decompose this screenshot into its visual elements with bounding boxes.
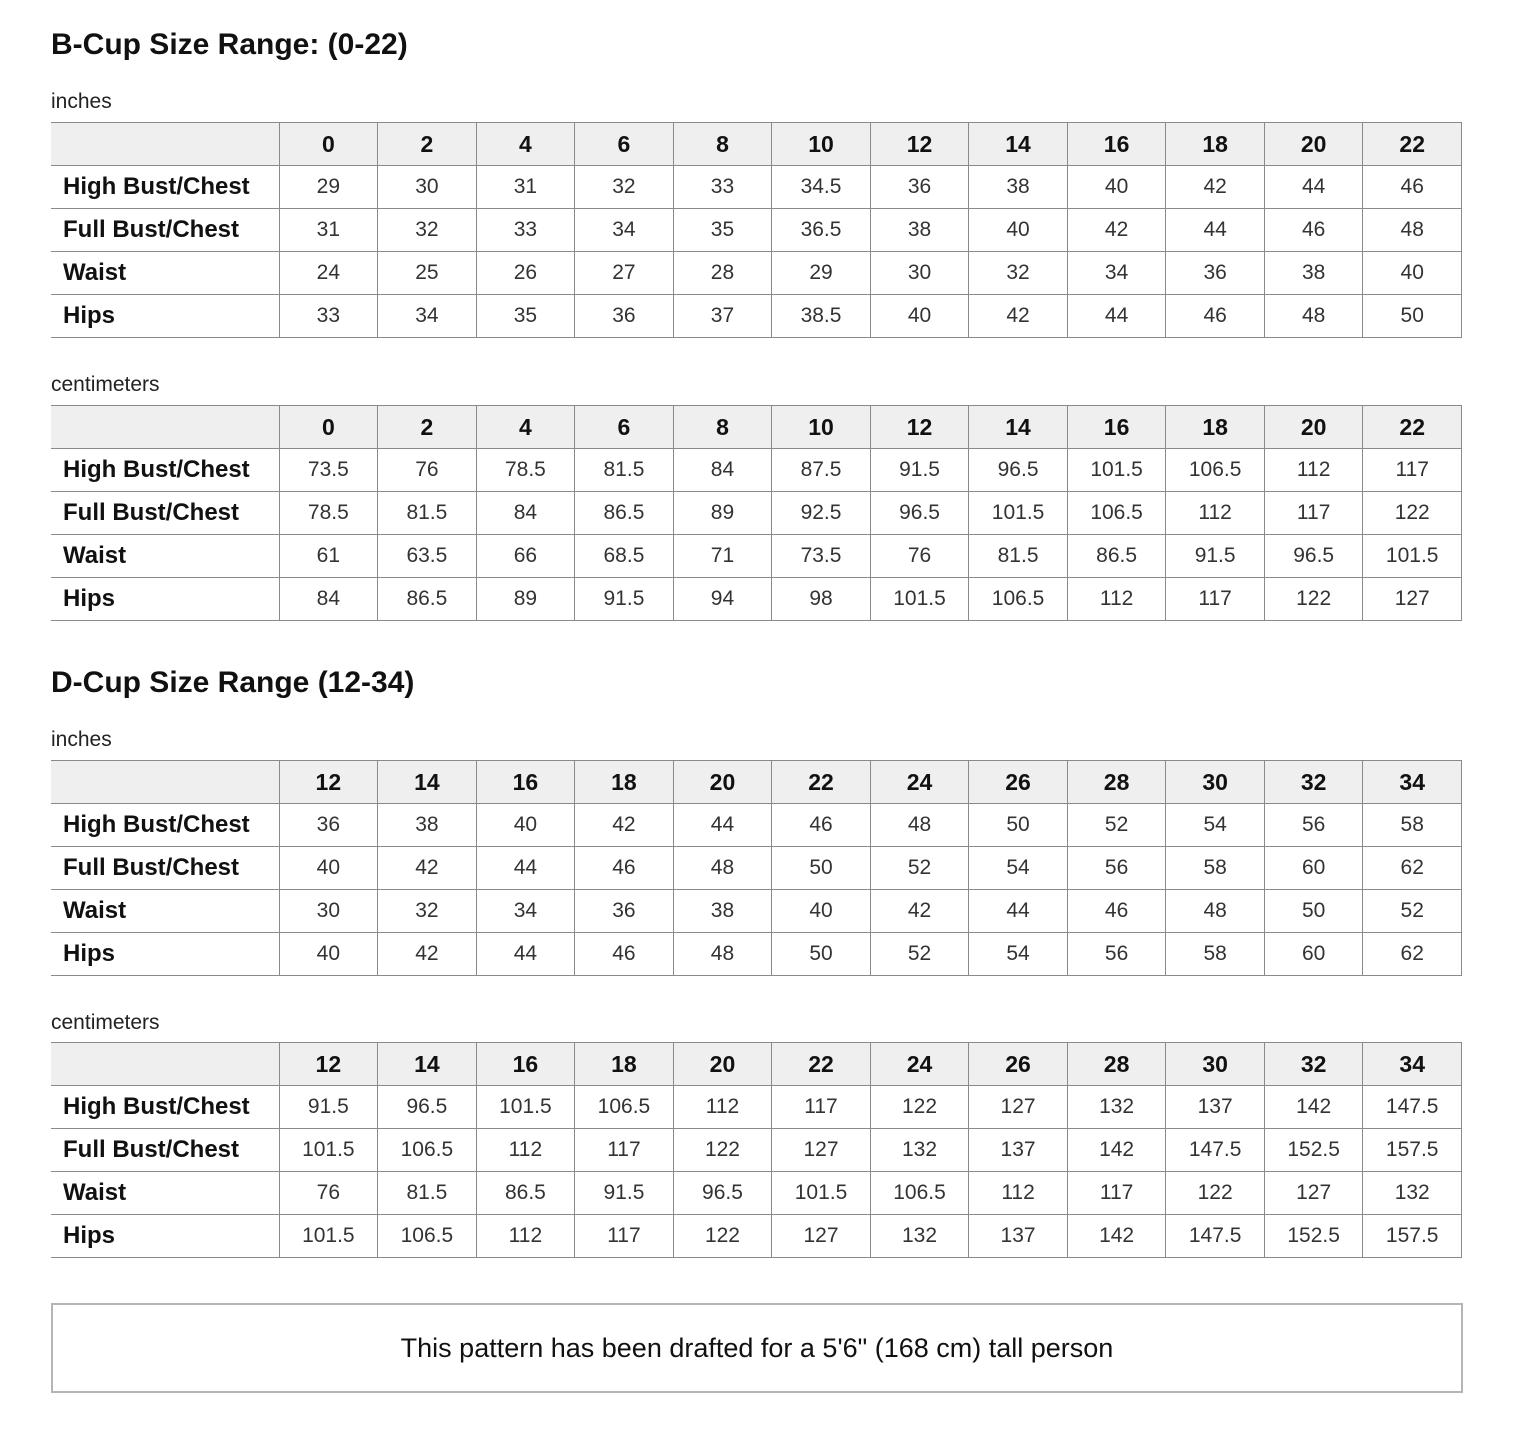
measurement-value: 91.5 xyxy=(1166,535,1265,578)
size-header: 16 xyxy=(1067,406,1166,449)
measurement-value: 127 xyxy=(1363,578,1462,621)
table-row xyxy=(51,804,1462,847)
size-header: 30 xyxy=(1166,1043,1265,1086)
measurement-value: 58 xyxy=(1363,804,1462,847)
measurement-value: 50 xyxy=(772,933,871,976)
measurement-value: 152.5 xyxy=(1264,1129,1363,1172)
measurement-label: Full Bust/Chest xyxy=(51,847,279,890)
measurement-label: Full Bust/Chest xyxy=(51,209,279,252)
measurement-value: 52 xyxy=(1067,804,1166,847)
measurement-value: 60 xyxy=(1264,933,1363,976)
measurement-value: 32 xyxy=(378,890,477,933)
measurement-value: 40 xyxy=(279,933,378,976)
measurement-value: 42 xyxy=(378,847,477,890)
measurement-label: Waist xyxy=(51,535,279,578)
measurement-value: 96.5 xyxy=(870,492,969,535)
measurement-value: 28 xyxy=(673,252,772,295)
d-cup-inches-label: inches xyxy=(51,728,112,751)
measurement-value: 81.5 xyxy=(969,535,1068,578)
measurement-value: 122 xyxy=(870,1086,969,1129)
measurement-value: 24 xyxy=(279,252,378,295)
size-header: 16 xyxy=(476,761,575,804)
measurement-value: 40 xyxy=(476,804,575,847)
measurement-value: 81.5 xyxy=(378,1172,477,1215)
size-header: 18 xyxy=(575,1043,674,1086)
size-header: 24 xyxy=(870,761,969,804)
measurement-value: 122 xyxy=(673,1215,772,1258)
measurement-value: 38 xyxy=(378,804,477,847)
measurement-value: 54 xyxy=(1166,804,1265,847)
height-note: This pattern has been drafted for a 5'6" (168 cm) tall person xyxy=(51,1303,1463,1393)
measurement-value: 73.5 xyxy=(772,535,871,578)
measurement-value: 42 xyxy=(575,804,674,847)
measurement-value: 46 xyxy=(575,847,674,890)
measurement-value: 101.5 xyxy=(772,1172,871,1215)
size-header-row xyxy=(51,123,1462,166)
measurement-value: 101.5 xyxy=(969,492,1068,535)
measurement-value: 96.5 xyxy=(1264,535,1363,578)
measurement-value: 52 xyxy=(870,933,969,976)
measurement-value: 147.5 xyxy=(1363,1086,1462,1129)
measurement-value: 76 xyxy=(279,1172,378,1215)
size-header: 30 xyxy=(1166,761,1265,804)
measurement-value: 106.5 xyxy=(378,1215,477,1258)
measurement-value: 91.5 xyxy=(575,578,674,621)
table-row xyxy=(51,535,1462,578)
measurement-value: 152.5 xyxy=(1264,1215,1363,1258)
measurement-value: 46 xyxy=(1067,890,1166,933)
measurement-value: 63.5 xyxy=(378,535,477,578)
measurement-value: 101.5 xyxy=(279,1215,378,1258)
measurement-value: 106.5 xyxy=(1067,492,1166,535)
size-header: 26 xyxy=(969,1043,1068,1086)
measurement-value: 92.5 xyxy=(772,492,871,535)
d-cup-title: D-Cup Size Range (12-34) xyxy=(51,666,415,699)
measurement-value: 33 xyxy=(279,295,378,338)
measurement-value: 44 xyxy=(1264,166,1363,209)
measurement-value: 91.5 xyxy=(575,1172,674,1215)
measurement-value: 81.5 xyxy=(575,449,674,492)
measurement-value: 44 xyxy=(1067,295,1166,338)
size-header: 22 xyxy=(1363,406,1462,449)
measurement-value: 54 xyxy=(969,933,1068,976)
size-header: 12 xyxy=(870,406,969,449)
measurement-value: 60 xyxy=(1264,847,1363,890)
table-row xyxy=(51,295,1462,338)
measurement-label: Waist xyxy=(51,890,279,933)
measurement-value: 112 xyxy=(1067,578,1166,621)
measurement-label: Waist xyxy=(51,252,279,295)
measurement-value: 54 xyxy=(969,847,1068,890)
measurement-value: 106.5 xyxy=(378,1129,477,1172)
size-header: 18 xyxy=(1166,406,1265,449)
measurement-label: Hips xyxy=(51,1215,279,1258)
measurement-value: 78.5 xyxy=(279,492,378,535)
measurement-value: 40 xyxy=(969,209,1068,252)
measurement-value: 52 xyxy=(870,847,969,890)
measurement-value: 106.5 xyxy=(870,1172,969,1215)
size-header: 14 xyxy=(378,1043,477,1086)
measurement-value: 33 xyxy=(673,166,772,209)
size-header: 34 xyxy=(1363,761,1462,804)
measurement-value: 48 xyxy=(673,933,772,976)
b-cup-inches-table xyxy=(51,122,1462,338)
measurement-value: 48 xyxy=(673,847,772,890)
measurement-value: 142 xyxy=(1067,1129,1166,1172)
measurement-value: 86.5 xyxy=(476,1172,575,1215)
table-row xyxy=(51,209,1462,252)
measurement-value: 81.5 xyxy=(378,492,477,535)
measurement-label: Full Bust/Chest xyxy=(51,1129,279,1172)
measurement-value: 42 xyxy=(1067,209,1166,252)
measurement-value: 91.5 xyxy=(279,1086,378,1129)
table-row xyxy=(51,492,1462,535)
size-header: 18 xyxy=(1166,123,1265,166)
measurement-value: 32 xyxy=(575,166,674,209)
measurement-value: 42 xyxy=(969,295,1068,338)
size-header: 20 xyxy=(673,1043,772,1086)
measurement-value: 36 xyxy=(575,295,674,338)
measurement-value: 50 xyxy=(772,847,871,890)
size-header-row xyxy=(51,1043,1462,1086)
table-row xyxy=(51,252,1462,295)
measurement-value: 44 xyxy=(673,804,772,847)
size-header: 2 xyxy=(378,406,477,449)
size-header: 10 xyxy=(772,123,871,166)
measurement-value: 36.5 xyxy=(772,209,871,252)
measurement-value: 68.5 xyxy=(575,535,674,578)
size-header: 12 xyxy=(279,1043,378,1086)
measurement-value: 106.5 xyxy=(969,578,1068,621)
table-row xyxy=(51,933,1462,976)
measurement-label: Hips xyxy=(51,295,279,338)
measurement-value: 91.5 xyxy=(870,449,969,492)
measurement-value: 61 xyxy=(279,535,378,578)
measurement-value: 36 xyxy=(575,890,674,933)
measurement-value: 31 xyxy=(476,166,575,209)
measurement-value: 38 xyxy=(673,890,772,933)
measurement-value: 38 xyxy=(969,166,1068,209)
size-header: 22 xyxy=(772,761,871,804)
measurement-value: 98 xyxy=(772,578,871,621)
measurement-value: 112 xyxy=(476,1129,575,1172)
size-header: 28 xyxy=(1067,761,1166,804)
measurement-value: 36 xyxy=(279,804,378,847)
measurement-value: 35 xyxy=(476,295,575,338)
table-row xyxy=(51,449,1462,492)
measurement-value: 26 xyxy=(476,252,575,295)
measurement-value: 46 xyxy=(1363,166,1462,209)
b-cup-inches-label: inches xyxy=(51,90,112,113)
measurement-value: 46 xyxy=(1264,209,1363,252)
measurement-value: 29 xyxy=(772,252,871,295)
measurement-value: 96.5 xyxy=(673,1172,772,1215)
measurement-value: 40 xyxy=(870,295,969,338)
measurement-value: 84 xyxy=(673,449,772,492)
measurement-value: 34 xyxy=(575,209,674,252)
measurement-value: 142 xyxy=(1264,1086,1363,1129)
measurement-value: 62 xyxy=(1363,933,1462,976)
measurement-value: 31 xyxy=(279,209,378,252)
measurement-value: 76 xyxy=(378,449,477,492)
measurement-value: 84 xyxy=(279,578,378,621)
measurement-value: 101.5 xyxy=(870,578,969,621)
d-cup-inches-table xyxy=(51,760,1462,976)
measurement-value: 86.5 xyxy=(378,578,477,621)
measurement-value: 86.5 xyxy=(1067,535,1166,578)
measurement-value: 40 xyxy=(1363,252,1462,295)
size-header: 2 xyxy=(378,123,477,166)
size-header: 18 xyxy=(575,761,674,804)
measurement-value: 101.5 xyxy=(476,1086,575,1129)
measurement-value: 96.5 xyxy=(969,449,1068,492)
size-header: 16 xyxy=(476,1043,575,1086)
measurement-value: 56 xyxy=(1067,933,1166,976)
header-corner-cell xyxy=(51,406,279,449)
header-corner-cell xyxy=(51,1043,279,1086)
measurement-value: 112 xyxy=(476,1215,575,1258)
measurement-label: High Bust/Chest xyxy=(51,449,279,492)
size-header: 20 xyxy=(1264,406,1363,449)
measurement-value: 34 xyxy=(476,890,575,933)
measurement-value: 46 xyxy=(575,933,674,976)
measurement-value: 73.5 xyxy=(279,449,378,492)
size-header: 32 xyxy=(1264,1043,1363,1086)
measurement-value: 44 xyxy=(476,847,575,890)
measurement-value: 42 xyxy=(378,933,477,976)
measurement-value: 44 xyxy=(1166,209,1265,252)
measurement-value: 101.5 xyxy=(1363,535,1462,578)
measurement-value: 38 xyxy=(1264,252,1363,295)
size-header: 0 xyxy=(279,406,378,449)
measurement-value: 112 xyxy=(1166,492,1265,535)
measurement-value: 33 xyxy=(476,209,575,252)
measurement-value: 117 xyxy=(1363,449,1462,492)
measurement-value: 112 xyxy=(673,1086,772,1129)
measurement-value: 142 xyxy=(1067,1215,1166,1258)
header-corner-cell xyxy=(51,123,279,166)
table-row xyxy=(51,847,1462,890)
measurement-value: 106.5 xyxy=(575,1086,674,1129)
measurement-value: 30 xyxy=(279,890,378,933)
measurement-value: 147.5 xyxy=(1166,1129,1265,1172)
measurement-value: 132 xyxy=(1067,1086,1166,1129)
measurement-value: 34.5 xyxy=(772,166,871,209)
measurement-value: 127 xyxy=(969,1086,1068,1129)
measurement-value: 48 xyxy=(1264,295,1363,338)
size-header: 16 xyxy=(1067,123,1166,166)
table-row xyxy=(51,166,1462,209)
size-header: 28 xyxy=(1067,1043,1166,1086)
size-header: 4 xyxy=(476,123,575,166)
measurement-value: 101.5 xyxy=(279,1129,378,1172)
measurement-value: 66 xyxy=(476,535,575,578)
measurement-value: 132 xyxy=(870,1129,969,1172)
size-header: 20 xyxy=(1264,123,1363,166)
measurement-value: 58 xyxy=(1166,847,1265,890)
measurement-value: 35 xyxy=(673,209,772,252)
b-cup-cm-label: centimeters xyxy=(51,373,160,396)
measurement-value: 50 xyxy=(1264,890,1363,933)
size-header-row xyxy=(51,761,1462,804)
measurement-value: 106.5 xyxy=(1166,449,1265,492)
measurement-value: 117 xyxy=(575,1129,674,1172)
measurement-value: 25 xyxy=(378,252,477,295)
measurement-label: Waist xyxy=(51,1172,279,1215)
measurement-label: Hips xyxy=(51,933,279,976)
measurement-value: 101.5 xyxy=(1067,449,1166,492)
size-header: 22 xyxy=(1363,123,1462,166)
measurement-value: 48 xyxy=(1166,890,1265,933)
measurement-value: 117 xyxy=(1166,578,1265,621)
measurement-value: 137 xyxy=(1166,1086,1265,1129)
size-header: 34 xyxy=(1363,1043,1462,1086)
measurement-value: 71 xyxy=(673,535,772,578)
size-header: 10 xyxy=(772,406,871,449)
measurement-value: 50 xyxy=(1363,295,1462,338)
measurement-value: 42 xyxy=(1166,166,1265,209)
measurement-value: 127 xyxy=(1264,1172,1363,1215)
measurement-value: 112 xyxy=(969,1172,1068,1215)
measurement-value: 38.5 xyxy=(772,295,871,338)
measurement-value: 117 xyxy=(575,1215,674,1258)
size-header: 6 xyxy=(575,406,674,449)
measurement-value: 30 xyxy=(870,252,969,295)
size-header: 22 xyxy=(772,1043,871,1086)
measurement-value: 122 xyxy=(1264,578,1363,621)
measurement-value: 157.5 xyxy=(1363,1215,1462,1258)
measurement-value: 84 xyxy=(476,492,575,535)
measurement-value: 27 xyxy=(575,252,674,295)
measurement-value: 48 xyxy=(870,804,969,847)
measurement-value: 137 xyxy=(969,1129,1068,1172)
measurement-value: 36 xyxy=(870,166,969,209)
measurement-value: 117 xyxy=(1067,1172,1166,1215)
measurement-value: 40 xyxy=(279,847,378,890)
measurement-value: 46 xyxy=(772,804,871,847)
size-header: 12 xyxy=(870,123,969,166)
size-header: 8 xyxy=(673,406,772,449)
measurement-value: 40 xyxy=(772,890,871,933)
measurement-label: High Bust/Chest xyxy=(51,166,279,209)
measurement-value: 96.5 xyxy=(378,1086,477,1129)
measurement-value: 62 xyxy=(1363,847,1462,890)
measurement-value: 132 xyxy=(1363,1172,1462,1215)
measurement-value: 34 xyxy=(1067,252,1166,295)
b-cup-cm-table xyxy=(51,405,1462,621)
measurement-value: 122 xyxy=(1363,492,1462,535)
measurement-value: 40 xyxy=(1067,166,1166,209)
measurement-value: 56 xyxy=(1264,804,1363,847)
measurement-value: 46 xyxy=(1166,295,1265,338)
measurement-value: 147.5 xyxy=(1166,1215,1265,1258)
table-row xyxy=(51,890,1462,933)
size-header: 14 xyxy=(378,761,477,804)
measurement-value: 86.5 xyxy=(575,492,674,535)
measurement-value: 122 xyxy=(673,1129,772,1172)
d-cup-cm-table xyxy=(51,1042,1462,1258)
size-header: 0 xyxy=(279,123,378,166)
measurement-value: 87.5 xyxy=(772,449,871,492)
b-cup-title: B-Cup Size Range: (0-22) xyxy=(51,28,408,61)
measurement-value: 44 xyxy=(476,933,575,976)
size-header: 14 xyxy=(969,406,1068,449)
d-cup-cm-label: centimeters xyxy=(51,1011,160,1034)
measurement-value: 122 xyxy=(1166,1172,1265,1215)
header-corner-cell xyxy=(51,761,279,804)
measurement-value: 137 xyxy=(969,1215,1068,1258)
measurement-label: Full Bust/Chest xyxy=(51,492,279,535)
measurement-value: 32 xyxy=(378,209,477,252)
measurement-value: 38 xyxy=(870,209,969,252)
measurement-value: 32 xyxy=(969,252,1068,295)
measurement-value: 42 xyxy=(870,890,969,933)
measurement-value: 117 xyxy=(772,1086,871,1129)
measurement-value: 89 xyxy=(476,578,575,621)
measurement-value: 34 xyxy=(378,295,477,338)
measurement-value: 29 xyxy=(279,166,378,209)
measurement-label: High Bust/Chest xyxy=(51,804,279,847)
measurement-value: 76 xyxy=(870,535,969,578)
measurement-value: 112 xyxy=(1264,449,1363,492)
size-header: 24 xyxy=(870,1043,969,1086)
table-row xyxy=(51,1086,1462,1129)
size-header: 26 xyxy=(969,761,1068,804)
size-header: 32 xyxy=(1264,761,1363,804)
table-row xyxy=(51,578,1462,621)
measurement-value: 36 xyxy=(1166,252,1265,295)
table-row xyxy=(51,1215,1462,1258)
measurement-label: High Bust/Chest xyxy=(51,1086,279,1129)
size-header: 12 xyxy=(279,761,378,804)
measurement-value: 56 xyxy=(1067,847,1166,890)
measurement-value: 37 xyxy=(673,295,772,338)
measurement-label: Hips xyxy=(51,578,279,621)
table-row xyxy=(51,1172,1462,1215)
measurement-value: 78.5 xyxy=(476,449,575,492)
measurement-value: 117 xyxy=(1264,492,1363,535)
measurement-value: 44 xyxy=(969,890,1068,933)
measurement-value: 30 xyxy=(378,166,477,209)
size-header: 8 xyxy=(673,123,772,166)
size-header: 14 xyxy=(969,123,1068,166)
measurement-value: 50 xyxy=(969,804,1068,847)
measurement-value: 127 xyxy=(772,1129,871,1172)
size-header: 6 xyxy=(575,123,674,166)
measurement-value: 127 xyxy=(772,1215,871,1258)
size-header: 20 xyxy=(673,761,772,804)
measurement-value: 132 xyxy=(870,1215,969,1258)
table-row xyxy=(51,1129,1462,1172)
measurement-value: 157.5 xyxy=(1363,1129,1462,1172)
measurement-value: 48 xyxy=(1363,209,1462,252)
measurement-value: 94 xyxy=(673,578,772,621)
size-header-row xyxy=(51,406,1462,449)
measurement-value: 52 xyxy=(1363,890,1462,933)
measurement-value: 58 xyxy=(1166,933,1265,976)
measurement-value: 89 xyxy=(673,492,772,535)
size-header: 4 xyxy=(476,406,575,449)
